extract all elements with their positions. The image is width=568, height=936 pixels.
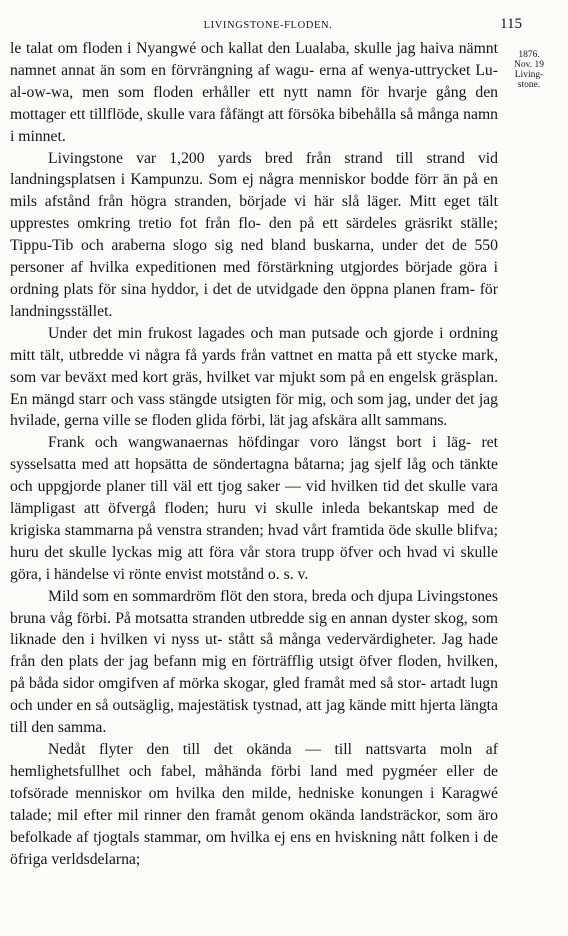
margin-note-date: Nov. 19	[514, 60, 544, 70]
margin-note-place-1: Living-	[514, 70, 544, 80]
paragraph: Under det min frukost lagades och man putsade och gjorde i ordning mitt tält, utbredde vi några få yards från vattnet en matta på ett stycke mark, som var beväxt med kort gräs, hvilket var mjukt som på en engelsk gräsplan. En mängd starr och vass stängde utsigten för mig, och som jag, under det jag hvilade, gerna ville se floden glida förbi, lät jag afskära allt sammans.	[10, 324, 498, 430]
margin-note-year: 1876.	[518, 50, 540, 60]
paragraph: Frank och wangwanaernas höfdingar voro längst bort i läg- ret sysselsatta med att hopsätta de söndertagna båtarna; jag sjelf låg och tänkte och uppgjorde planer till väl ett tjog saker — vid hvilken tid det skulle vara lämpligast att öfvergå floden; huru vi skulle inleda bekantskap med de krigiska stammarna på venstra stranden; hvad vårt framtida öde skulle blifva; huru det skulle lyckas mig att föra vår stora trupp öfver och hvad vi skulle göra, i händelse vi rönte envist motstånd o. s. v.	[10, 434, 498, 583]
margin-note-place-2: stone.	[517, 80, 541, 90]
paragraph: Livingstone var 1,200 yards bred från strand till strand vid landningsplatsen i Kampunzu. Som ej några menniskor bodde förr än på en mils afstånd från högra stranden, började vi här slå läger. Mitt eget tält upprestes omkring tretio fot från flo- den på ett särdeles gräsrikt ställe; Tippu-Tib och araberna slogo sig ned bland buskarna, under det de 550 personer af hvilka expeditionen med förstärkning utgjordes började göra i ordning plats för sina hyddor, i det de utvidgade den öppna planen fram- för landningsstället.	[10, 149, 498, 320]
page-header	[8, 16, 528, 40]
paragraph: Nedåt flyter den till det okända — till nattsvarta moln af hemlighetsfullhet och fabel, måhända förbi land med pygméer eller de tofsörade menniskor om hvilka den milde, hedniske konungen i Karagwé talade; mil efter mil rinner den framåt genom okända landsträckor, som äro befolkade af tjogtals stammar, om hvilka ej ens en hviskning nått folken i de öfriga verldsdelarna;	[10, 741, 498, 868]
margin-note	[498, 50, 560, 90]
running-title: LIVINGSTONE-FLODEN.	[203, 20, 333, 31]
paragraph: le talat om floden i Nyangwé och kallat den Lualaba, skulle jag haiva nämnt namnet annat än som en förvrängning af wagu- erna af wenya-uttrycket Lu-al-ow-wa, men som floden erhåller ett nytt namn för hvarje gång den mottager ett tillflöde, skulle vara fåfängt att försöka bibehålla så många namn i minnet.	[10, 40, 498, 145]
paragraph: Mild som en sommardröm flöt den stora, breda och djupa Livingstones bruna våg förbi. På motsatta stranden utbredde sig en annan dyster skog, som liknade den i hvilken vi nyss ut- stått så många vedervärdigheter. Jag hade från den plats der jag befann mig en förträfflig utsigt öfver floden, hvilken, på båda sidor omgifven af mörka skogar, gled framåt med så stor- artadt lugn och under en så outsäglig, majestätisk tystnad, att jag kände mitt hjerta längta till den samma.	[10, 587, 498, 737]
body-text	[10, 38, 498, 870]
page-number: 115	[500, 16, 522, 32]
